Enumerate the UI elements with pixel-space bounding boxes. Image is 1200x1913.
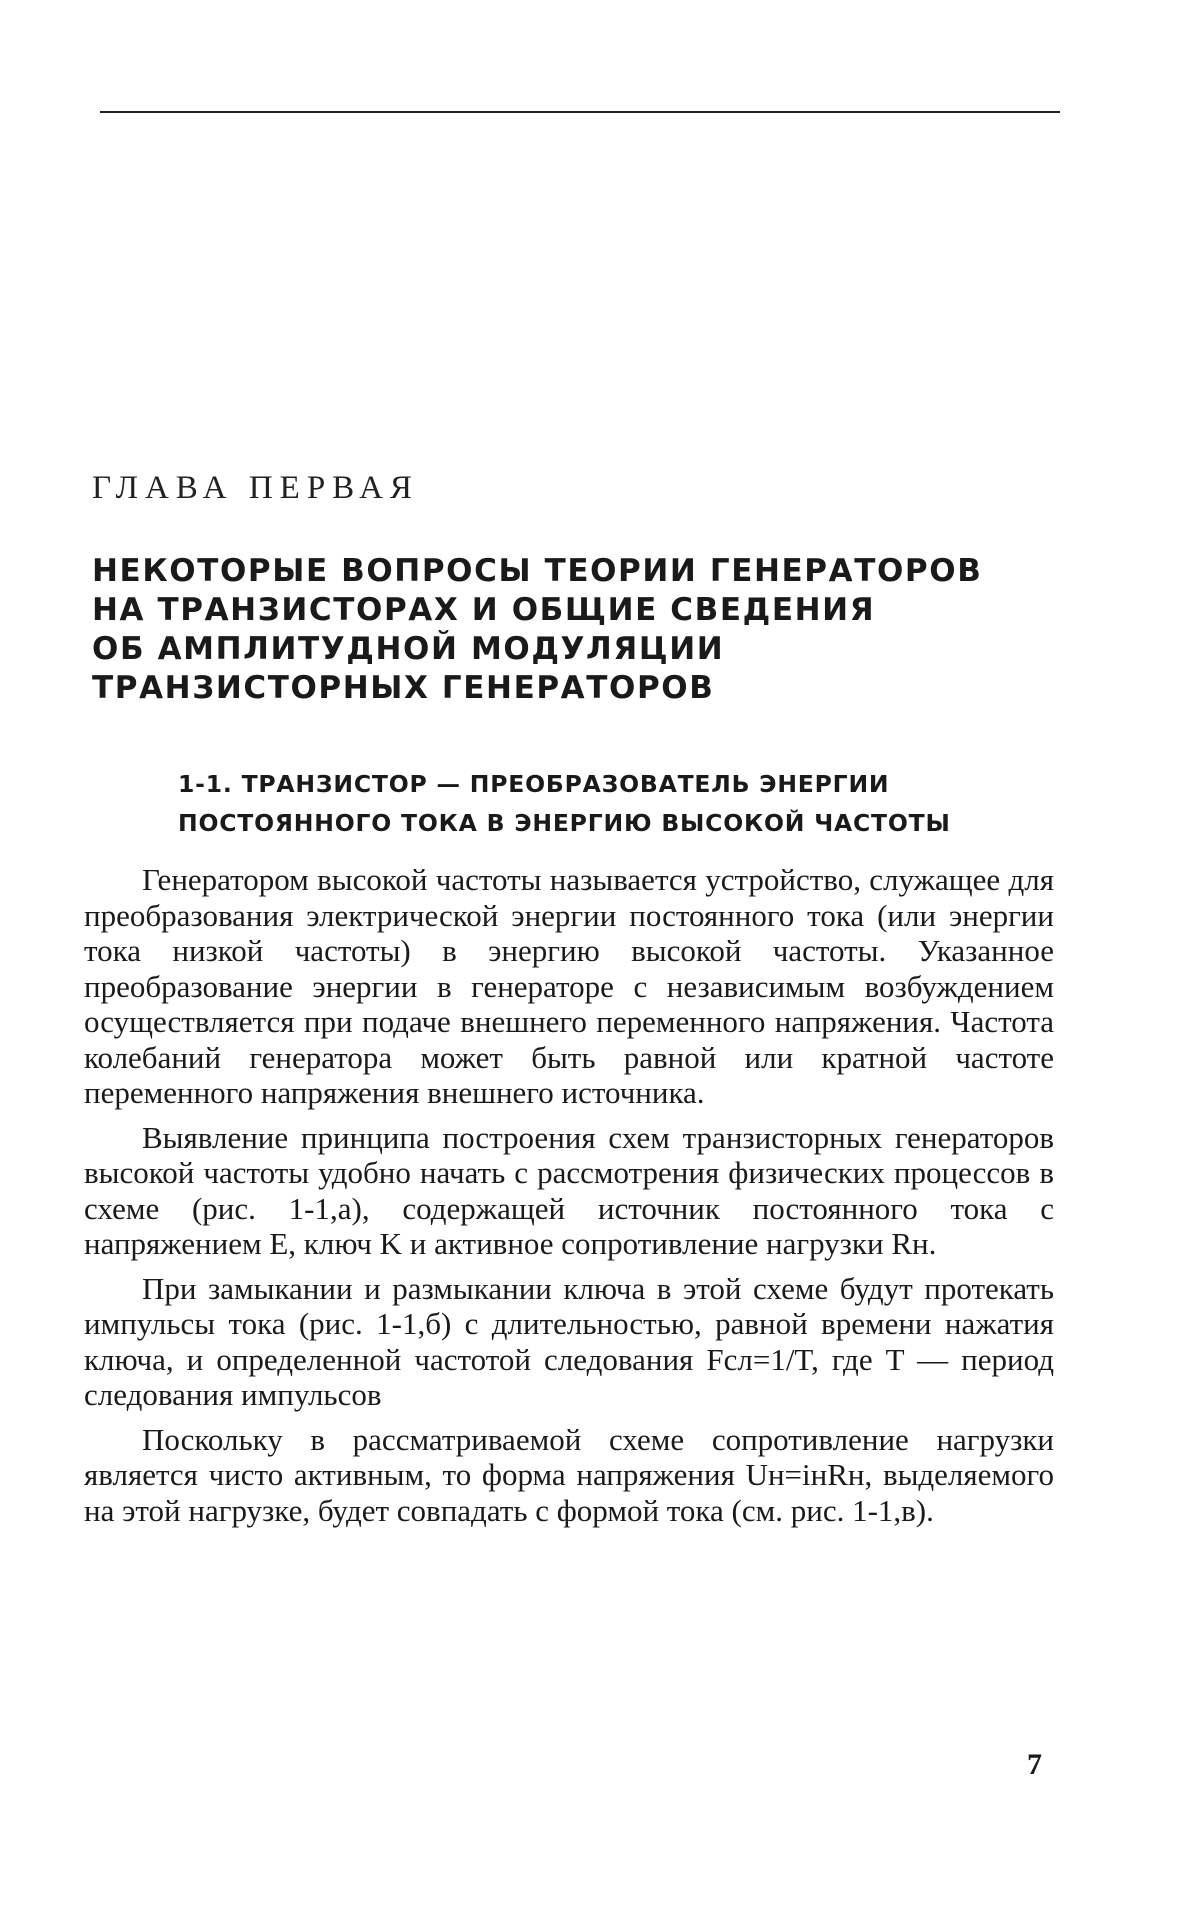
- page-number: 7: [1027, 1748, 1042, 1781]
- paragraph: Поскольку в рассматриваемой схеме сопротивление нагрузки является чисто активным, то форма напряжения Uн=iнRн, выделяемого на этой нагрузке, будет совпадать с формой тока (см. рис. 1-1,в).: [84, 1421, 1054, 1528]
- chapter-title-line: НЕКОТОРЫЕ ВОПРОСЫ ТЕОРИИ ГЕНЕРАТОРОВ: [92, 553, 983, 589]
- chapter-label: ГЛАВА ПЕРВАЯ: [92, 470, 419, 506]
- section-title-line: ПОСТОЯННОГО ТОКА В ЭНЕРГИЮ ВЫСОКОЙ ЧАСТОТЫ: [178, 809, 951, 837]
- header-rule: [100, 111, 1060, 113]
- paragraph: При замыкании и размыкании ключа в этой схеме будут протекать импульсы тока (рис. 1-1,б) с длительностью, равной времени нажатия ключа, и определенной частотой следования Fсл=1/T, где T — период следования импульсов: [84, 1270, 1054, 1412]
- chapter-title-line: ТРАНЗИСТОРНЫХ ГЕНЕРАТОРОВ: [92, 670, 715, 706]
- body-text: [84, 862, 1054, 1537]
- paragraph: Генератором высокой частоты называется устройство, служащее для преобразования электрической энергии постоянного тока (или энергии тока низкой частоты) в энергию высокой частоты. Указанное преобразование энергии в генераторе с независимым возбуждением осуществляется при подаче внешнего переменного напряжения. Частота колебаний генератора может быть равной или кратной частоте переменного напряжения внешнего источника.: [84, 862, 1054, 1110]
- chapter-title-line: ОБ АМПЛИТУДНОЙ МОДУЛЯЦИИ: [92, 631, 725, 667]
- section-title: [178, 765, 1098, 843]
- section-title-line: 1-1. ТРАНЗИСТОР — ПРЕОБРАЗОВАТЕЛЬ ЭНЕРГИИ: [178, 770, 890, 798]
- paragraph: Выявление принципа построения схем транзисторных генераторов высокой частоты удобно начать с рассмотрения физических процессов в схеме (рис. 1-1,а), содержащей источник постоянного тока с напряжением E, ключ K и активное сопротивление нагрузки Rн.: [84, 1119, 1054, 1261]
- chapter-title-line: НА ТРАНЗИСТОРАХ И ОБЩИЕ СВЕДЕНИЯ: [92, 592, 876, 628]
- chapter-title: [92, 552, 1092, 708]
